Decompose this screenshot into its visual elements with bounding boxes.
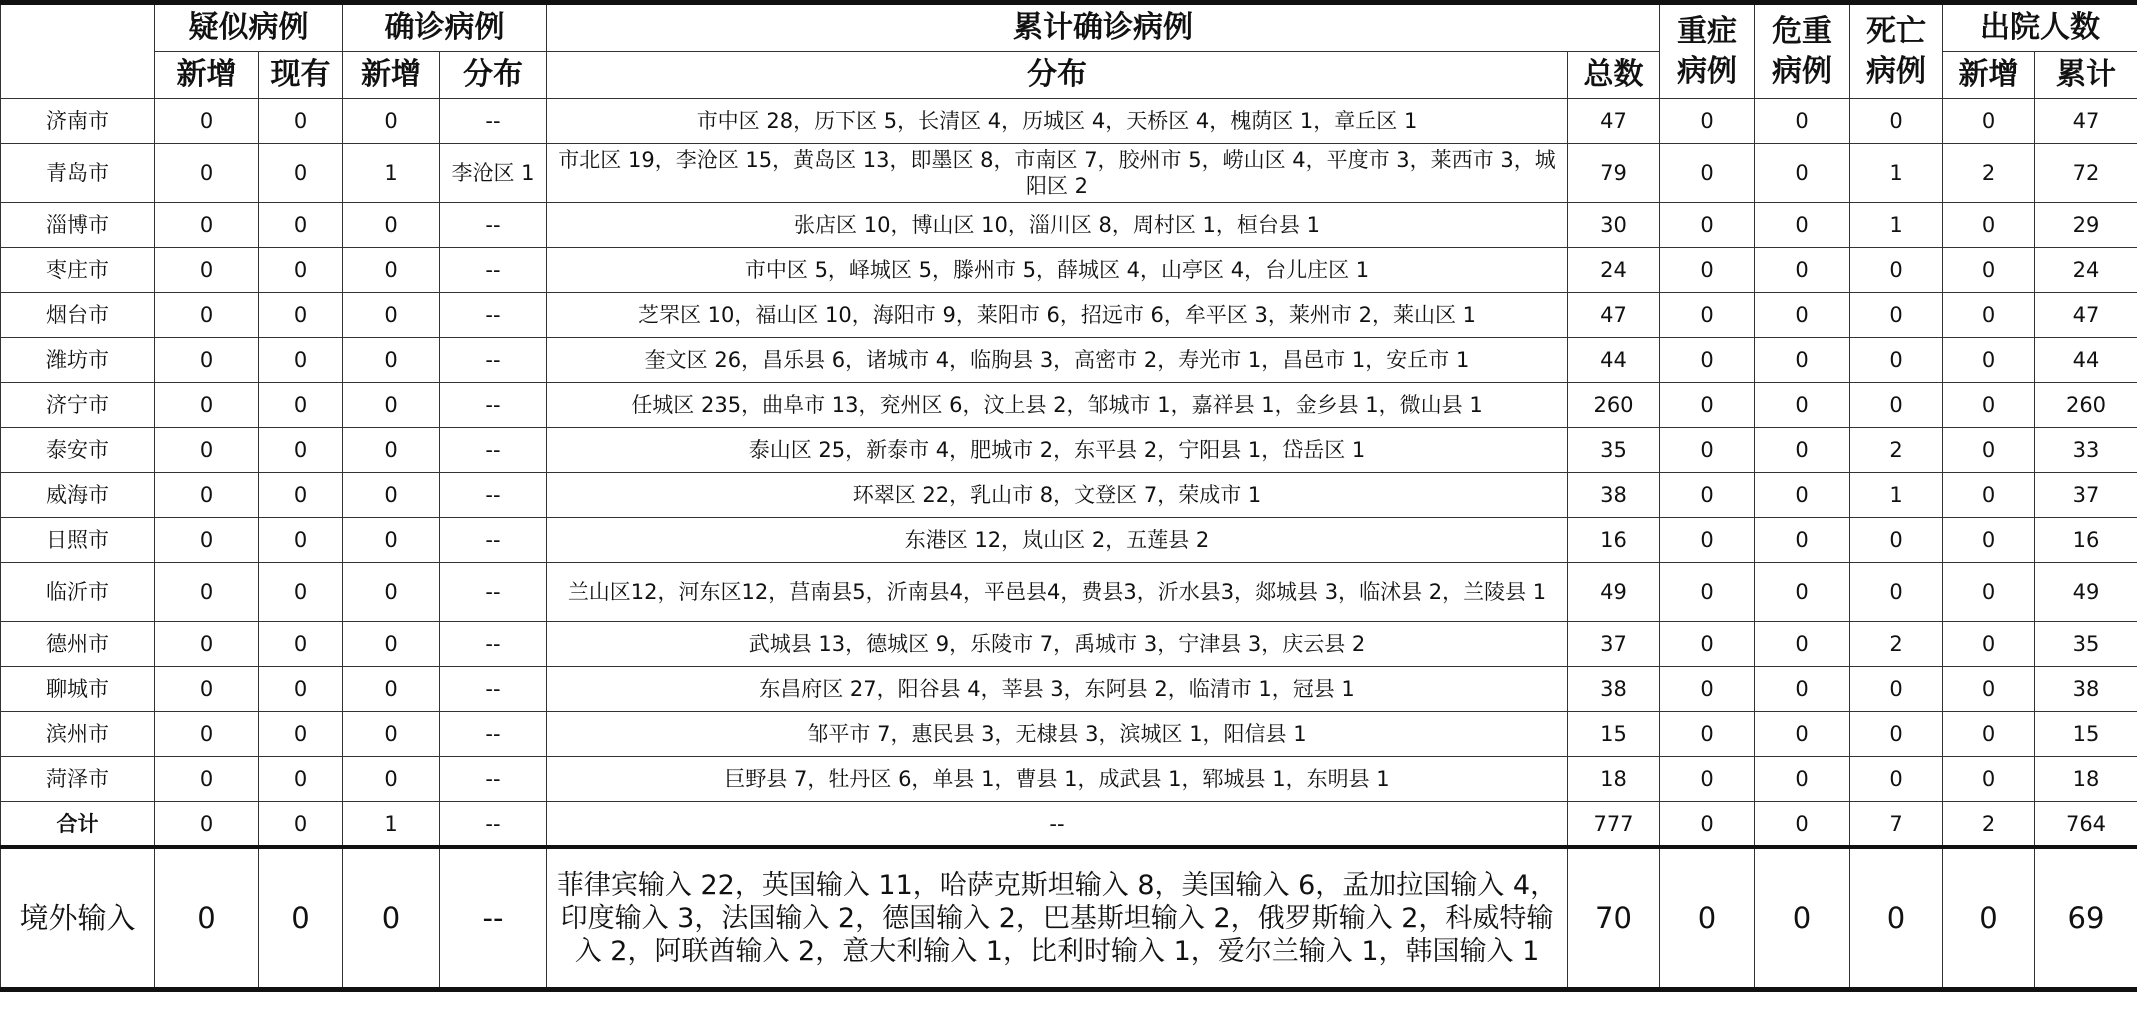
confirmed-new-cell: 0 [343, 293, 440, 338]
header-discharged: 出院人数 [1943, 3, 2137, 52]
table-header [1, 3, 2137, 99]
severe-cell: 0 [1660, 667, 1755, 712]
overseas-row [1, 847, 2137, 990]
critical-cell: 0 [1755, 248, 1850, 293]
header-corner [1, 3, 155, 99]
severe-cell: 0 [1660, 847, 1755, 990]
discharged-new-cell: 0 [1943, 203, 2035, 248]
cumulative-distribution-cell: 巨野县 7，牡丹区 6，单县 1，曹县 1，成武县 1，郓城县 1，东明县 1 [547, 757, 1568, 802]
discharged-cumulative-cell: 764 [2035, 802, 2137, 848]
severe-cell: 0 [1660, 99, 1755, 144]
cumulative-distribution-cell: 邹平市 7，惠民县 3，无棣县 3，滨城区 1，阳信县 1 [547, 712, 1568, 757]
header-cumulative-total: 总数 [1568, 52, 1660, 99]
header-confirmed-new: 新增 [343, 52, 440, 99]
city-cell: 境外输入 [1, 847, 155, 990]
cumulative-total-cell: 30 [1568, 203, 1660, 248]
table-row [1, 622, 2137, 667]
discharged-new-cell: 0 [1943, 563, 2035, 622]
suspected-current-cell: 0 [259, 248, 343, 293]
suspected-new-cell: 0 [155, 473, 259, 518]
death-cell: 2 [1850, 428, 1943, 473]
confirmed-new-cell: 0 [343, 428, 440, 473]
critical-cell: 0 [1755, 428, 1850, 473]
critical-cell: 0 [1755, 293, 1850, 338]
header-cumulative-distribution: 分布 [547, 52, 1568, 99]
suspected-new-cell: 0 [155, 428, 259, 473]
table-row [1, 563, 2137, 622]
critical-cell: 0 [1755, 712, 1850, 757]
cumulative-total-cell: 18 [1568, 757, 1660, 802]
discharged-new-cell: 0 [1943, 473, 2035, 518]
severe-cell: 0 [1660, 144, 1755, 203]
confirmed-new-cell: 0 [343, 847, 440, 990]
death-cell: 1 [1850, 473, 1943, 518]
cumulative-distribution-cell: 市中区 5，峄城区 5，滕州市 5，薛城区 4，山亭区 4，台儿庄区 1 [547, 248, 1568, 293]
cumulative-total-cell: 79 [1568, 144, 1660, 203]
suspected-current-cell: 0 [259, 563, 343, 622]
discharged-cumulative-cell: 47 [2035, 99, 2137, 144]
death-cell: 0 [1850, 847, 1943, 990]
suspected-current-cell: 0 [259, 622, 343, 667]
suspected-new-cell: 0 [155, 144, 259, 203]
severe-cell: 0 [1660, 248, 1755, 293]
table-row [1, 518, 2137, 563]
cumulative-distribution-cell: 奎文区 26，昌乐县 6，诸城市 4，临朐县 3，高密市 2，寿光市 1，昌邑市 1，安丘市 1 [547, 338, 1568, 383]
cumulative-total-cell: 38 [1568, 473, 1660, 518]
confirmed-distribution-cell: 李沧区 1 [440, 144, 547, 203]
cumulative-total-cell: 16 [1568, 518, 1660, 563]
confirmed-distribution-cell: -- [440, 338, 547, 383]
death-cell: 0 [1850, 99, 1943, 144]
death-cell: 0 [1850, 338, 1943, 383]
table-row [1, 757, 2137, 802]
cumulative-distribution-cell: 武城县 13，德城区 9，乐陵市 7，禹城市 3，宁津县 3，庆云县 2 [547, 622, 1568, 667]
confirmed-distribution-cell: -- [440, 248, 547, 293]
death-cell: 0 [1850, 563, 1943, 622]
severe-cell: 0 [1660, 473, 1755, 518]
discharged-new-cell: 0 [1943, 518, 2035, 563]
discharged-cumulative-cell: 24 [2035, 248, 2137, 293]
discharged-cumulative-cell: 44 [2035, 338, 2137, 383]
confirmed-distribution-cell: -- [440, 518, 547, 563]
suspected-new-cell: 0 [155, 99, 259, 144]
severe-cell: 0 [1660, 563, 1755, 622]
death-cell: 0 [1850, 518, 1943, 563]
city-cell: 枣庄市 [1, 248, 155, 293]
cumulative-distribution-cell: 任城区 235，曲阜市 13，兖州区 6，汶上县 2，邹城市 1，嘉祥县 1，金乡县 1，微山县 1 [547, 383, 1568, 428]
cumulative-total-cell: 37 [1568, 622, 1660, 667]
discharged-new-cell: 0 [1943, 338, 2035, 383]
cumulative-total-cell: 44 [1568, 338, 1660, 383]
confirmed-new-cell: 0 [343, 383, 440, 428]
confirmed-new-cell: 1 [343, 802, 440, 848]
suspected-current-cell: 0 [259, 802, 343, 848]
discharged-new-cell: 0 [1943, 293, 2035, 338]
discharged-cumulative-cell: 35 [2035, 622, 2137, 667]
confirmed-distribution-cell: -- [440, 383, 547, 428]
confirmed-new-cell: 0 [343, 203, 440, 248]
table-row [1, 667, 2137, 712]
critical-cell: 0 [1755, 203, 1850, 248]
cumulative-distribution-cell: 环翠区 22，乳山市 8，文登区 7，荣成市 1 [547, 473, 1568, 518]
confirmed-new-cell: 0 [343, 248, 440, 293]
discharged-new-cell: 0 [1943, 248, 2035, 293]
suspected-new-cell: 0 [155, 563, 259, 622]
discharged-cumulative-cell: 33 [2035, 428, 2137, 473]
suspected-current-cell: 0 [259, 473, 343, 518]
critical-cell: 0 [1755, 518, 1850, 563]
discharged-new-cell: 0 [1943, 428, 2035, 473]
suspected-new-cell: 0 [155, 293, 259, 338]
city-cell: 德州市 [1, 622, 155, 667]
discharged-new-cell: 0 [1943, 847, 2035, 990]
table-row [1, 383, 2137, 428]
discharged-new-cell: 2 [1943, 144, 2035, 203]
city-cell: 潍坊市 [1, 338, 155, 383]
cumulative-distribution-cell: 东港区 12，岚山区 2，五莲县 2 [547, 518, 1568, 563]
discharged-new-cell: 0 [1943, 622, 2035, 667]
cumulative-total-cell: 47 [1568, 99, 1660, 144]
header-confirmed: 确诊病例 [343, 3, 547, 52]
discharged-cumulative-cell: 72 [2035, 144, 2137, 203]
discharged-new-cell: 0 [1943, 667, 2035, 712]
suspected-current-cell: 0 [259, 203, 343, 248]
discharged-cumulative-cell: 47 [2035, 293, 2137, 338]
suspected-new-cell: 0 [155, 757, 259, 802]
cumulative-distribution-cell: -- [547, 802, 1568, 848]
death-cell: 0 [1850, 293, 1943, 338]
header-discharged-new: 新增 [1943, 52, 2035, 99]
severe-cell: 0 [1660, 428, 1755, 473]
header-critical: 危重病例 [1755, 3, 1850, 99]
total-row [1, 802, 2137, 848]
critical-cell: 0 [1755, 667, 1850, 712]
table-row [1, 203, 2137, 248]
city-cell: 临沂市 [1, 563, 155, 622]
confirmed-new-cell: 0 [343, 518, 440, 563]
discharged-new-cell: 2 [1943, 802, 2035, 848]
death-cell: 1 [1850, 144, 1943, 203]
suspected-new-cell: 0 [155, 518, 259, 563]
severe-cell: 0 [1660, 338, 1755, 383]
table-row [1, 338, 2137, 383]
severe-cell: 0 [1660, 293, 1755, 338]
critical-cell: 0 [1755, 757, 1850, 802]
suspected-new-cell: 0 [155, 203, 259, 248]
confirmed-new-cell: 0 [343, 563, 440, 622]
suspected-new-cell: 0 [155, 802, 259, 848]
discharged-new-cell: 0 [1943, 99, 2035, 144]
discharged-cumulative-cell: 29 [2035, 203, 2137, 248]
suspected-current-cell: 0 [259, 293, 343, 338]
death-cell: 0 [1850, 248, 1943, 293]
cumulative-total-cell: 35 [1568, 428, 1660, 473]
critical-cell: 0 [1755, 473, 1850, 518]
severe-cell: 0 [1660, 203, 1755, 248]
confirmed-new-cell: 0 [343, 667, 440, 712]
suspected-new-cell: 0 [155, 667, 259, 712]
severe-cell: 0 [1660, 383, 1755, 428]
header-suspected: 疑似病例 [155, 3, 343, 52]
suspected-new-cell: 0 [155, 847, 259, 990]
severe-cell: 0 [1660, 757, 1755, 802]
confirmed-new-cell: 0 [343, 473, 440, 518]
header-suspected-new: 新增 [155, 52, 259, 99]
table-body [1, 99, 2137, 990]
suspected-new-cell: 0 [155, 248, 259, 293]
cumulative-total-cell: 260 [1568, 383, 1660, 428]
death-cell: 0 [1850, 383, 1943, 428]
table-row [1, 473, 2137, 518]
suspected-current-cell: 0 [259, 712, 343, 757]
critical-cell: 0 [1755, 144, 1850, 203]
discharged-cumulative-cell: 37 [2035, 473, 2137, 518]
cumulative-distribution-cell: 市中区 28，历下区 5，长清区 4，历城区 4，天桥区 4，槐荫区 1，章丘区 1 [547, 99, 1568, 144]
cumulative-distribution-cell: 市北区 19，李沧区 15，黄岛区 13，即墨区 8，市南区 7，胶州市 5，崂山区 4，平度市 3，莱西市 3，城阳区 2 [547, 144, 1568, 203]
cumulative-total-cell: 777 [1568, 802, 1660, 848]
confirmed-distribution-cell: -- [440, 563, 547, 622]
confirmed-distribution-cell: -- [440, 293, 547, 338]
critical-cell: 0 [1755, 847, 1850, 990]
discharged-cumulative-cell: 16 [2035, 518, 2137, 563]
cumulative-total-cell: 49 [1568, 563, 1660, 622]
table-row [1, 144, 2137, 203]
city-cell: 日照市 [1, 518, 155, 563]
city-cell: 威海市 [1, 473, 155, 518]
death-cell: 0 [1850, 667, 1943, 712]
confirmed-distribution-cell: -- [440, 203, 547, 248]
table-row [1, 99, 2137, 144]
confirmed-distribution-cell: -- [440, 473, 547, 518]
cumulative-distribution-cell: 芝罘区 10，福山区 10，海阳市 9，莱阳市 6，招远市 6，牟平区 3，莱州市 2，莱山区 1 [547, 293, 1568, 338]
suspected-new-cell: 0 [155, 712, 259, 757]
cumulative-distribution-cell: 泰山区 25，新泰市 4，肥城市 2，东平县 2，宁阳县 1，岱岳区 1 [547, 428, 1568, 473]
confirmed-distribution-cell: -- [440, 847, 547, 990]
severe-cell: 0 [1660, 712, 1755, 757]
confirmed-distribution-cell: -- [440, 757, 547, 802]
city-cell: 滨州市 [1, 712, 155, 757]
confirmed-distribution-cell: -- [440, 802, 547, 848]
cumulative-total-cell: 15 [1568, 712, 1660, 757]
discharged-new-cell: 0 [1943, 712, 2035, 757]
critical-cell: 0 [1755, 563, 1850, 622]
confirmed-new-cell: 0 [343, 338, 440, 383]
death-cell: 0 [1850, 757, 1943, 802]
discharged-cumulative-cell: 38 [2035, 667, 2137, 712]
cumulative-total-cell: 38 [1568, 667, 1660, 712]
discharged-cumulative-cell: 15 [2035, 712, 2137, 757]
table-row [1, 712, 2137, 757]
confirmed-distribution-cell: -- [440, 622, 547, 667]
suspected-current-cell: 0 [259, 428, 343, 473]
header-death: 死亡病例 [1850, 3, 1943, 99]
confirmed-new-cell: 1 [343, 144, 440, 203]
critical-cell: 0 [1755, 622, 1850, 667]
city-cell: 菏泽市 [1, 757, 155, 802]
critical-cell: 0 [1755, 802, 1850, 848]
cumulative-total-cell: 47 [1568, 293, 1660, 338]
severe-cell: 0 [1660, 802, 1755, 848]
table-row [1, 293, 2137, 338]
city-cell: 聊城市 [1, 667, 155, 712]
severe-cell: 0 [1660, 518, 1755, 563]
discharged-cumulative-cell: 49 [2035, 563, 2137, 622]
confirmed-distribution-cell: -- [440, 99, 547, 144]
cumulative-distribution-cell: 张店区 10，博山区 10，淄川区 8，周村区 1，桓台县 1 [547, 203, 1568, 248]
death-cell: 2 [1850, 622, 1943, 667]
header-cumulative: 累计确诊病例 [547, 3, 1660, 52]
table-row [1, 428, 2137, 473]
cumulative-total-cell: 70 [1568, 847, 1660, 990]
city-cell: 济宁市 [1, 383, 155, 428]
suspected-new-cell: 0 [155, 338, 259, 383]
critical-cell: 0 [1755, 383, 1850, 428]
discharged-cumulative-cell: 69 [2035, 847, 2137, 990]
discharged-new-cell: 0 [1943, 383, 2035, 428]
discharged-new-cell: 0 [1943, 757, 2035, 802]
table-row [1, 248, 2137, 293]
city-cell: 合计 [1, 802, 155, 848]
cumulative-total-cell: 24 [1568, 248, 1660, 293]
confirmed-distribution-cell: -- [440, 428, 547, 473]
header-severe: 重症病例 [1660, 3, 1755, 99]
suspected-current-cell: 0 [259, 847, 343, 990]
suspected-current-cell: 0 [259, 757, 343, 802]
cumulative-distribution-cell: 菲律宾输入 22，英国输入 11，哈萨克斯坦输入 8，美国输入 6，孟加拉国输入 4，印度输入 3，法国输入 2，德国输入 2，巴基斯坦输入 2，俄罗斯输入 2，科威特输入 2，阿联酋输入 2，意大利输入 1，比利时输入 1，爱尔兰输入 1，韩国输入 1 [547, 847, 1568, 990]
cumulative-distribution-cell: 东昌府区 27，阳谷县 4，莘县 3，东阿县 2，临清市 1，冠县 1 [547, 667, 1568, 712]
cumulative-distribution-cell: 兰山区12，河东区12，莒南县5，沂南县4，平邑县4，费县3，沂水县3，郯城县 3，临沭县 2，兰陵县 1 [547, 563, 1568, 622]
discharged-cumulative-cell: 18 [2035, 757, 2137, 802]
severe-cell: 0 [1660, 622, 1755, 667]
suspected-new-cell: 0 [155, 622, 259, 667]
city-cell: 济南市 [1, 99, 155, 144]
city-cell: 淄博市 [1, 203, 155, 248]
header-confirmed-distribution: 分布 [440, 52, 547, 99]
city-cell: 泰安市 [1, 428, 155, 473]
header-discharged-cumulative: 累计 [2035, 52, 2137, 99]
suspected-current-cell: 0 [259, 99, 343, 144]
death-cell: 7 [1850, 802, 1943, 848]
confirmed-new-cell: 0 [343, 712, 440, 757]
critical-cell: 0 [1755, 338, 1850, 383]
city-cell: 烟台市 [1, 293, 155, 338]
suspected-current-cell: 0 [259, 338, 343, 383]
confirmed-distribution-cell: -- [440, 712, 547, 757]
suspected-current-cell: 0 [259, 383, 343, 428]
critical-cell: 0 [1755, 99, 1850, 144]
suspected-current-cell: 0 [259, 144, 343, 203]
confirmed-distribution-cell: -- [440, 667, 547, 712]
death-cell: 1 [1850, 203, 1943, 248]
confirmed-new-cell: 0 [343, 622, 440, 667]
discharged-cumulative-cell: 260 [2035, 383, 2137, 428]
city-cell: 青岛市 [1, 144, 155, 203]
header-suspected-current: 现有 [259, 52, 343, 99]
death-cell: 0 [1850, 712, 1943, 757]
confirmed-new-cell: 0 [343, 99, 440, 144]
suspected-current-cell: 0 [259, 518, 343, 563]
confirmed-new-cell: 0 [343, 757, 440, 802]
suspected-new-cell: 0 [155, 383, 259, 428]
suspected-current-cell: 0 [259, 667, 343, 712]
